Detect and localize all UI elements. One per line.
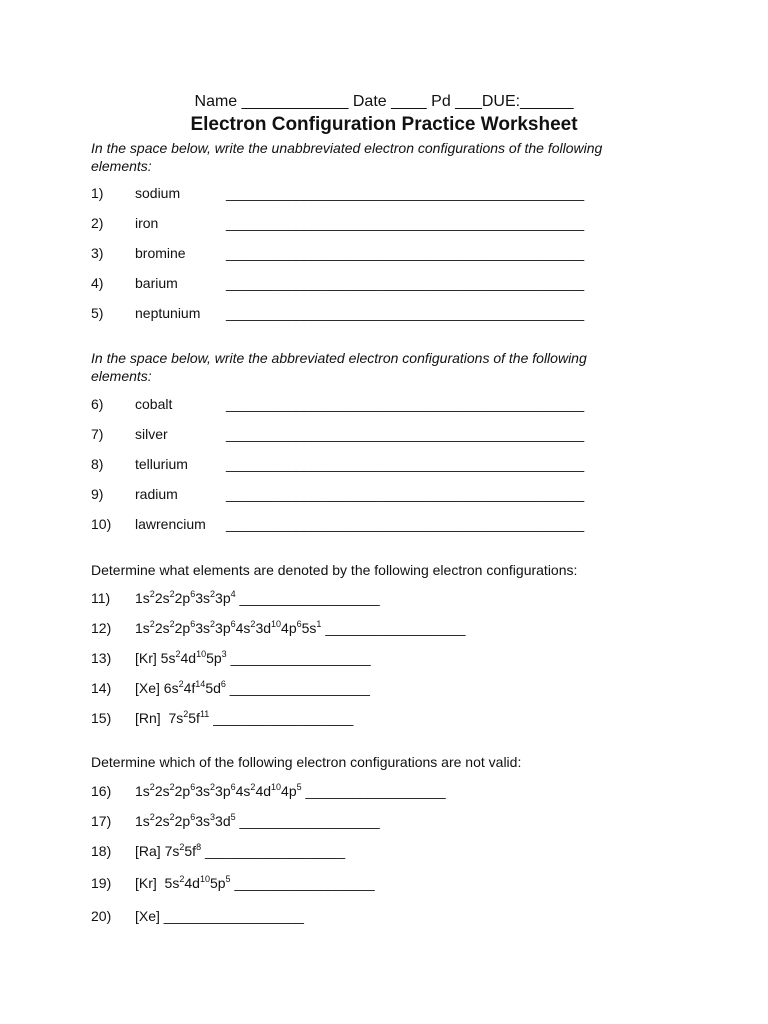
electron-configuration: [Kr] $5s^24d^{10}5p^5$ __________________: [135, 874, 375, 891]
question-number: 12): [91, 620, 112, 636]
question-number: 14): [91, 680, 112, 696]
question-number: 5): [91, 305, 104, 321]
question-number: 17): [91, 813, 112, 829]
section3-instruction: Determine what elements are denoted by the following electron configurations:: [91, 562, 578, 578]
student-info-line: Name ____________ Date ____ Pd ___DUE:______: [194, 93, 574, 110]
answer-blank[interactable]: ______________________________________________: [226, 456, 585, 472]
answer-blank[interactable]: ______________________________________________: [226, 486, 585, 502]
question-number: 3): [91, 245, 104, 261]
electron-configuration: $1s^22s^22p^63s^23p^4$ __________________: [135, 589, 380, 606]
answer-blank[interactable]: __________________: [239, 813, 380, 829]
answer-blank[interactable]: ______________________________________________: [226, 245, 585, 261]
answer-blank[interactable]: __________________: [163, 908, 304, 924]
element-name: tellurium: [135, 456, 188, 472]
answer-blank[interactable]: __________________: [213, 710, 354, 726]
answer-blank[interactable]: ______________________________________________: [226, 305, 585, 321]
electron-configuration: [Rn] $7s^25f^{11}$ __________________: [135, 709, 354, 726]
element-name: silver: [135, 426, 168, 442]
element-name: barium: [135, 275, 178, 291]
answer-blank[interactable]: ______________________________________________: [226, 516, 585, 532]
answer-blank[interactable]: __________________: [234, 875, 375, 891]
question-number: 9): [91, 486, 104, 502]
question-number: 20): [91, 908, 112, 924]
electron-configuration: [Kr] $5s^24d^{10}5p^3$ __________________: [135, 649, 371, 666]
electron-configuration: [Ra] $7s^25f^8$ __________________: [135, 842, 346, 859]
question-number: 11): [91, 590, 111, 606]
section1-instruction: In the space below, write the unabbreviated electron configurations of the following elements:: [91, 140, 603, 174]
question-number: 10): [91, 516, 112, 532]
electron-configuration: [Xe] __________________: [135, 908, 304, 924]
element-name: bromine: [135, 245, 186, 261]
element-name: cobalt: [135, 396, 173, 412]
element-name: lawrencium: [135, 516, 206, 532]
answer-blank[interactable]: __________________: [204, 843, 346, 859]
element-name: neptunium: [135, 305, 201, 321]
answer-blank[interactable]: __________________: [229, 680, 370, 696]
element-name: iron: [135, 215, 159, 231]
question-number: 6): [91, 396, 104, 412]
element-name: radium: [135, 486, 178, 502]
question-number: 7): [91, 426, 104, 442]
section4-instruction: Determine which of the following electron configurations are not valid:: [91, 754, 522, 770]
question-number: 4): [91, 275, 104, 291]
question-number: 19): [91, 875, 112, 891]
answer-blank[interactable]: __________________: [325, 620, 466, 636]
question-number: 15): [91, 710, 112, 726]
electron-configuration: [Xe] $6s^24f^{14}5d^6$ __________________: [135, 679, 370, 696]
page-title: Electron Configuration Practice Worksheet: [190, 114, 578, 135]
electron-configuration: $1s^22s^22p^63s^23p^64s^24d^{10}4p^5$ __________________: [135, 782, 446, 799]
question-number: 13): [91, 650, 112, 666]
electron-configuration: $1s^22s^22p^63s^33d^5$ __________________: [135, 812, 380, 829]
answer-blank[interactable]: ______________________________________________: [226, 275, 585, 291]
question-number: 1): [91, 185, 104, 201]
question-number: 2): [91, 215, 104, 231]
answer-blank[interactable]: ______________________________________________: [226, 396, 585, 412]
answer-blank[interactable]: __________________: [239, 590, 380, 606]
answer-blank[interactable]: __________________: [305, 783, 446, 799]
answer-blank[interactable]: ______________________________________________: [226, 185, 585, 201]
question-number: 18): [91, 843, 112, 859]
electron-configuration: $1s^22s^22p^63s^23p^64s^23d^{10}4p^65s^1$ __________________: [135, 619, 466, 636]
question-number: 8): [91, 456, 104, 472]
answer-blank[interactable]: ______________________________________________: [226, 426, 585, 442]
element-name: sodium: [135, 185, 181, 201]
question-number: 16): [91, 783, 112, 799]
answer-blank[interactable]: __________________: [230, 650, 371, 666]
section2-instruction: In the space below, write the abbreviated electron configurations of the following elements:: [91, 350, 587, 384]
answer-blank[interactable]: ______________________________________________: [226, 215, 585, 231]
